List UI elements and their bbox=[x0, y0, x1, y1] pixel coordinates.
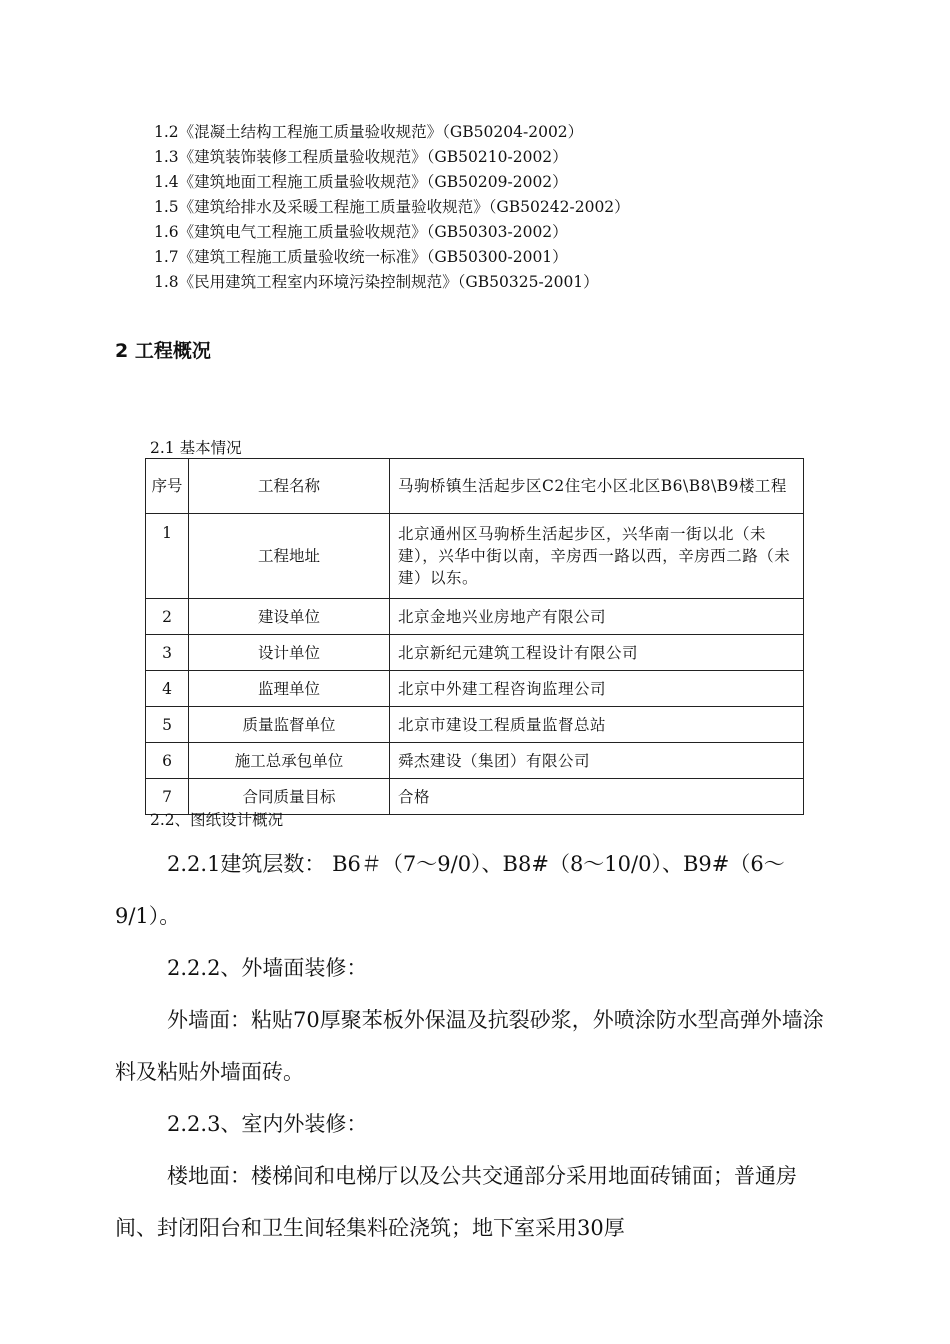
paragraph-floors: 2.2.1建筑层数： B6＃（7～9/0）、B8#（8～10/0）、B9#（6～9/1）。 bbox=[115, 852, 785, 928]
row-name-cell: 工程地址 bbox=[189, 514, 390, 599]
reference-item: 1.3《建筑装饰装修工程质量验收规范》（GB50210-2002） bbox=[154, 148, 568, 166]
paragraph-exterior-wall: 外墙面：粘贴70厚聚苯板外保温及抗裂砂浆，外喷涂防水型高弹外墙涂料及粘贴外墙面砖。 bbox=[115, 1008, 824, 1084]
paragraph-heading: 2.2.3、室内外装修： bbox=[167, 1112, 368, 1136]
reference-item: 1.2《混凝土结构工程施工质量验收规范》（GB50204-2002） bbox=[154, 123, 584, 141]
row-no-cell: 2 bbox=[146, 599, 189, 635]
row-value-cell: 合格 bbox=[390, 779, 804, 815]
basic-info-title: 2.1 基本情况 bbox=[150, 439, 242, 457]
row-value-cell: 北京通州区马驹桥生活起步区，兴华南一街以北（未建），兴华中街以南，辛房西一路以西，辛房西二路（未建）以东。 bbox=[390, 514, 804, 599]
table-row bbox=[146, 671, 804, 707]
row-no-cell: 6 bbox=[146, 743, 189, 779]
reference-item: 1.8《民用建筑工程室内环境污染控制规范》（GB50325-2001） bbox=[154, 273, 599, 291]
row-no-cell: 7 bbox=[146, 779, 189, 815]
paragraph-heading: 2.2.2、外墙面装修： bbox=[167, 956, 368, 980]
row-name-cell: 质量监督单位 bbox=[189, 707, 390, 743]
row-value-cell: 北京新纪元建筑工程设计有限公司 bbox=[390, 635, 804, 671]
header-value-cell: 马驹桥镇生活起步区C2住宅小区北区B6\B8\B9楼工程 bbox=[390, 459, 804, 514]
reference-item: 1.6《建筑电气工程施工质量验收规范》（GB50303-2002） bbox=[154, 223, 568, 241]
design-overview-body bbox=[115, 838, 835, 1254]
basic-info-table bbox=[145, 458, 804, 815]
table-row bbox=[146, 635, 804, 671]
row-name-cell: 合同质量目标 bbox=[189, 779, 390, 815]
reference-item: 1.7《建筑工程施工质量验收统一标准》（GB50300-2001） bbox=[154, 248, 568, 266]
row-no-cell: 1 bbox=[146, 514, 189, 599]
row-name-cell: 施工总承包单位 bbox=[189, 743, 390, 779]
section-title: 2 工程概况 bbox=[115, 340, 211, 362]
row-name-cell: 建设单位 bbox=[189, 599, 390, 635]
row-no-cell: 4 bbox=[146, 671, 189, 707]
reference-item: 1.4《建筑地面工程施工质量验收规范》（GB50209-2002） bbox=[154, 173, 568, 191]
table-header-row bbox=[146, 459, 804, 514]
row-value-cell: 北京金地兴业房地产有限公司 bbox=[390, 599, 804, 635]
row-no-cell: 5 bbox=[146, 707, 189, 743]
row-name-cell: 设计单位 bbox=[189, 635, 390, 671]
row-value-cell: 舜杰建设（集团）有限公司 bbox=[390, 743, 804, 779]
header-name-cell: 工程名称 bbox=[189, 459, 390, 514]
design-overview-title: 2.2、图纸设计概况 bbox=[150, 811, 284, 829]
paragraph-floor-finish: 楼地面：楼梯间和电梯厅以及公共交通部分采用地面砖铺面；普通房间、封闭阳台和卫生间轻集料砼浇筑；地下室采用30厚 bbox=[115, 1164, 797, 1240]
reference-list bbox=[154, 120, 630, 295]
table-row bbox=[146, 743, 804, 779]
header-no-cell: 序号 bbox=[146, 459, 189, 514]
row-no-cell: 3 bbox=[146, 635, 189, 671]
table-row bbox=[146, 514, 804, 599]
table-row bbox=[146, 599, 804, 635]
row-name-cell: 监理单位 bbox=[189, 671, 390, 707]
row-value-cell: 北京市建设工程质量监督总站 bbox=[390, 707, 804, 743]
table-row bbox=[146, 707, 804, 743]
reference-item: 1.5《建筑给排水及采暖工程施工质量验收规范》（GB50242-2002） bbox=[154, 198, 630, 216]
row-value-cell: 北京中外建工程咨询监理公司 bbox=[390, 671, 804, 707]
